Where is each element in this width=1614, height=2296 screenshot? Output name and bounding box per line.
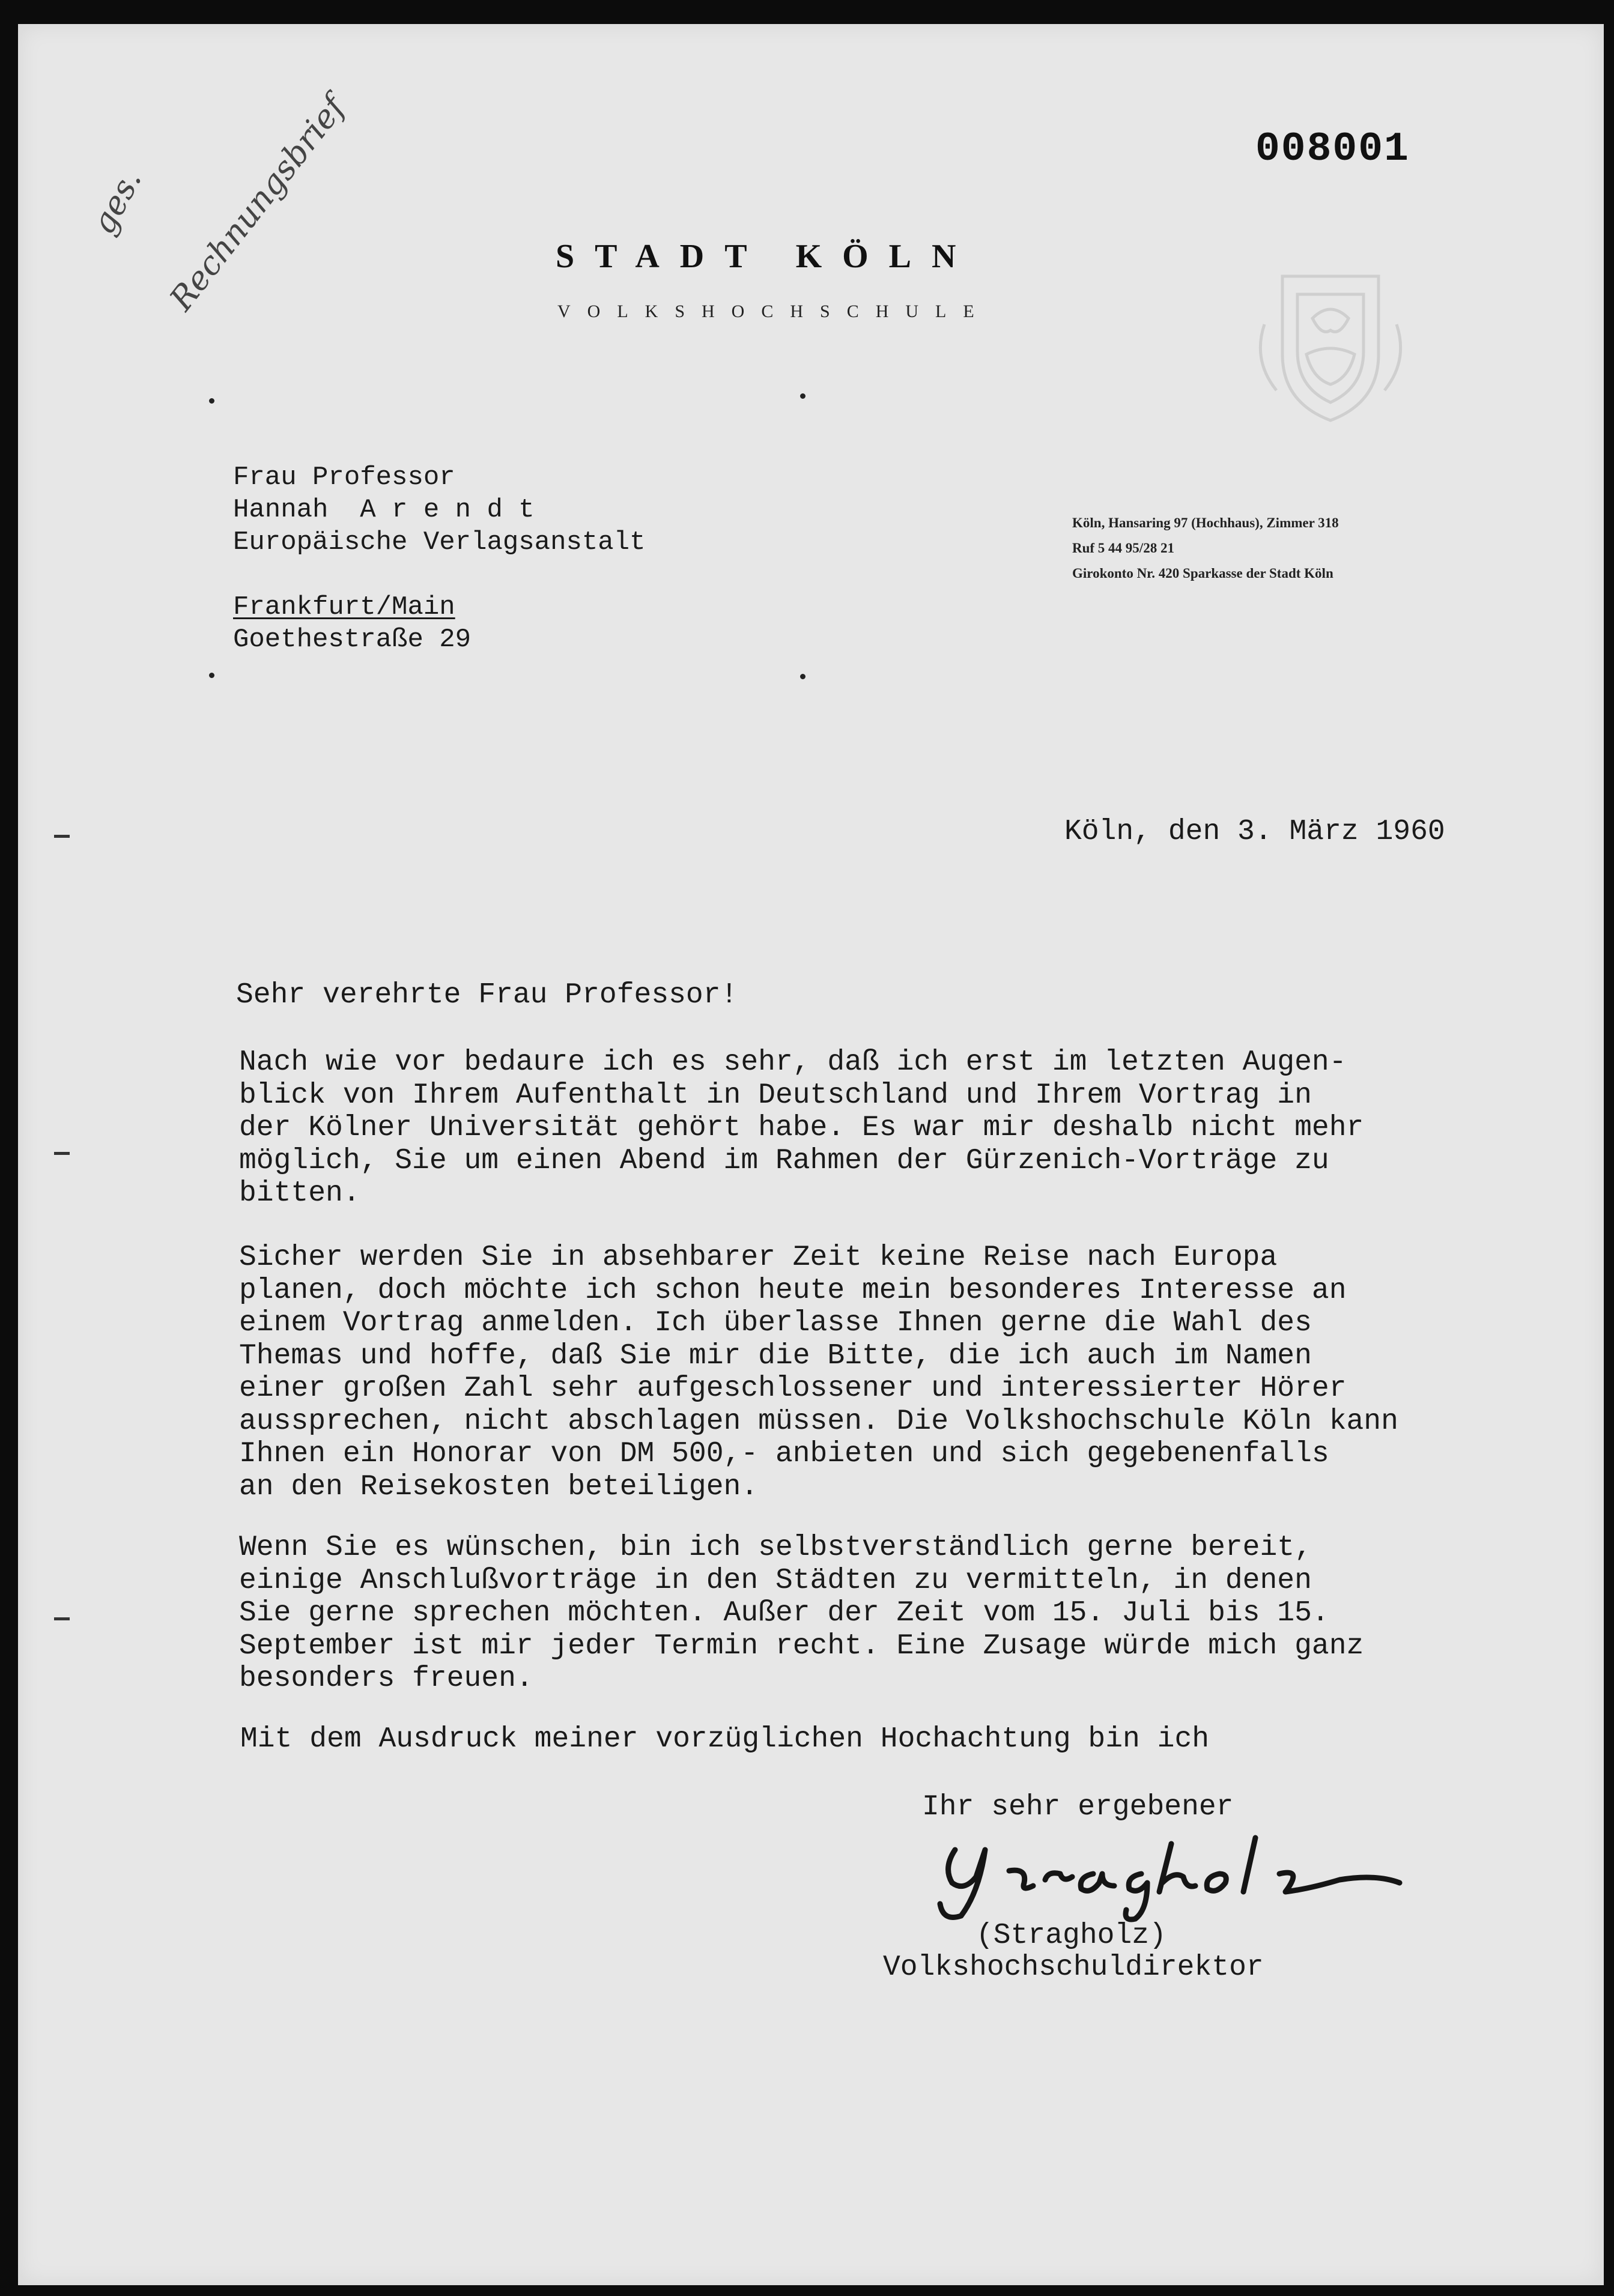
sender-account: Girokonto Nr. 420 Sparkasse der Stadt Köln (1072, 566, 1333, 581)
sign-off: Ihr sehr ergebener (922, 1791, 1234, 1823)
city-seal-watermark-icon (1240, 252, 1421, 432)
margin-mark (54, 835, 70, 838)
letter-date: Köln, den 3. März 1960 (1064, 816, 1445, 848)
recipient-address (233, 591, 471, 656)
recipient-company: Europäische Verlagsanstalt (233, 527, 646, 557)
sender-phone: Ruf 5 44 95/28 21 (1072, 541, 1174, 556)
letterhead-subtitle: VOLKSHOCHSCHULE (557, 301, 991, 321)
margin-mark (54, 1152, 70, 1155)
fold-mark (800, 393, 805, 399)
signer-name: (Stragholz) (976, 1919, 1167, 1952)
letter-page (18, 24, 1604, 2285)
body-paragraph: Wenn Sie es wünschen, bin ich selbstverständlich gerne bereit, einige Anschlußvorträge in den Städten zu vermitteln, in denen Sie gerne sprechen möchten. Außer der Zeit vom 15. Juli bis 15. September ist mir jeder Termin recht. Eine Zusage würde mich ganz besonders freuen. (239, 1531, 1364, 1695)
fold-mark (209, 398, 214, 404)
signer-title: Volkshochschuldirektor (883, 1951, 1264, 1984)
sender-address: Köln, Hansaring 97 (Hochhaus), Zimmer 318 (1072, 515, 1339, 530)
recipient-title: Frau Professor (233, 462, 455, 492)
handwritten-note: Rechnungsbrief (162, 89, 353, 318)
margin-mark (54, 1617, 70, 1620)
body-paragraph: Nach wie vor bedaure ich es sehr, daß ich erst im letzten Augen- blick von Ihrem Aufenthalt in Deutschland und Ihrem Vortrag in der Kölner Universität gehört habe. Es war mir deshalb nicht mehr möglich, Sie um einen Abend im Rahmen der Gürzenich-Vorträge zu bitten. (239, 1046, 1364, 1210)
recipient-block (233, 461, 646, 559)
salutation: Sehr verehrte Frau Professor! (236, 979, 738, 1011)
fold-mark (209, 673, 214, 678)
recipient-city: Frankfurt/Main (233, 592, 455, 622)
recipient-street: Goethestraße 29 (233, 625, 472, 655)
closing-line: Mit dem Ausdruck meiner vorzüglichen Hochachtung bin ich (240, 1723, 1210, 1755)
fold-mark (800, 674, 805, 679)
handwritten-signature (919, 1826, 1436, 1928)
recipient-name: Hannah A r e n d t (233, 495, 535, 525)
handwritten-note: ges. (84, 163, 149, 240)
letterhead-title: STADT KÖLN (556, 238, 977, 275)
body-paragraph: Sicher werden Sie in absehbarer Zeit keine Reise nach Europa planen, doch möchte ich schon heute mein besonderes Interesse an einem Vortrag anmelden. Ich überlasse Ihnen gerne die Wahl des Themas und hoffe, daß Sie mir die Bitte, die ich auch im Namen einer großen Zahl sehr aufgeschlossener und interessierter Hörer aussprechen, nicht abschlagen müssen. Die Volkshochschule Köln kann Ihnen ein Honorar von DM 500,- anbieten und sich gegebenenfalls an den Reisekosten beteiligen. (239, 1241, 1398, 1503)
sender-info (1072, 510, 1339, 586)
document-number: 008001 (1255, 126, 1410, 172)
